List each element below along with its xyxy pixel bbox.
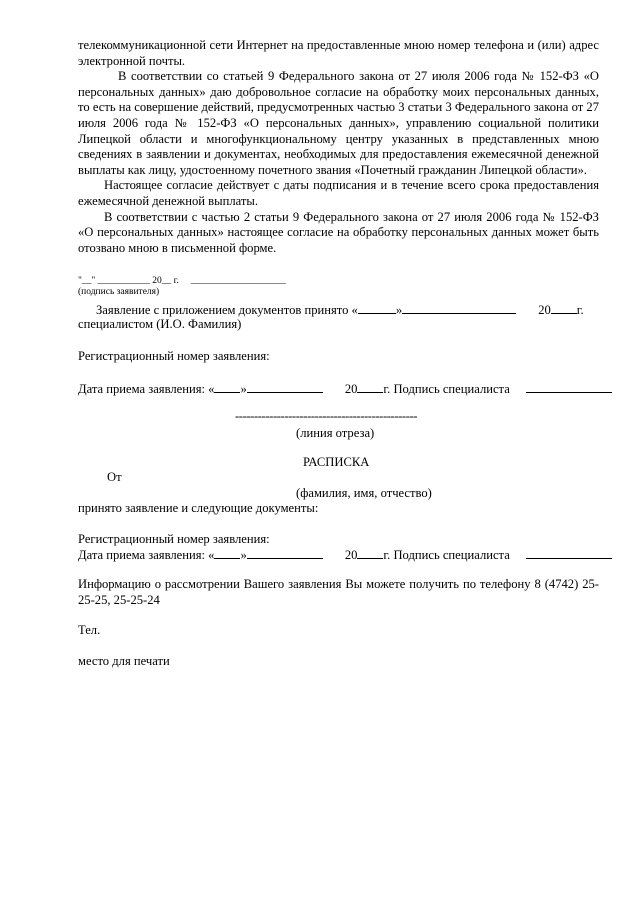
acceptance-date-label: Дата приема заявления: «	[78, 382, 215, 396]
receipt-tel: Тел.	[78, 623, 101, 637]
receipt-date-quote: »	[240, 548, 247, 562]
receipt-date-day-field[interactable]	[214, 546, 240, 559]
acceptance-date-quote: »	[240, 382, 247, 396]
acceptance-reg-number: Регистрационный номер заявления:	[78, 349, 270, 363]
receipt-specialist-sign-field[interactable]	[526, 546, 612, 559]
signature-date-line: "__" ___________ 20__ г.	[78, 276, 179, 286]
receipt-date-line	[78, 546, 612, 564]
receipt-reg-number: Регистрационный номер заявления:	[78, 532, 270, 546]
receipt-date-year-label: 20	[344, 548, 358, 562]
consent-text	[78, 38, 599, 256]
receipt-stamp-place: место для печати	[78, 654, 170, 668]
acceptance-year-suffix: г.	[576, 303, 584, 317]
acceptance-month-field[interactable]	[402, 301, 516, 314]
consent-paragraph-1: телекоммуникационной сети Интернет на предоставленные мною номер телефона и (или) адрес электронной почты.	[78, 38, 599, 68]
acceptance-year-label: 20	[538, 303, 551, 317]
cut-dashes: ------------------------------------------------	[235, 409, 418, 423]
receipt-accepted: принято заявление и следующие документы:	[78, 501, 319, 515]
acceptance-prefix: Заявление с приложением документов принято «	[96, 303, 358, 317]
acceptance-date-day-field[interactable]	[214, 380, 240, 393]
acceptance-specialist-sign-label: г. Подпись специалиста	[383, 382, 510, 396]
signature-caption: (подпись заявителя)	[78, 287, 160, 297]
cut-label: (линия отреза)	[296, 426, 375, 440]
acceptance-date-year-field[interactable]	[357, 380, 383, 393]
receipt-info: Информацию о рассмотрении Вашего заявления Вы можете получить по телефону 8 (4742) 25-25-25, 25-25-24	[78, 577, 599, 607]
acceptance-date-month-field[interactable]	[247, 380, 323, 393]
acceptance-line	[96, 301, 584, 319]
receipt-title: РАСПИСКА	[303, 455, 370, 469]
consent-paragraph-2: В соответствии со статьей 9 Федерального закона от 27 июля 2006 года № 152-ФЗ «О персональных данных» даю добровольное согласие на обработку моих персональных данных, то есть на совершение действий, предусмотренных частью 3 статьи 3 Федерального закона от 27 июля 2006 года № 152-ФЗ «О персональных данных», управлению социальной политики Липецкой области и многофункциональному центру указанных в представленных мною сведениях в заявлении и документах, необходимых для предоставления ежемесячной денежной выплаты как лицу, удостоенному почетного звания «Почетный гражданин Липецкой области».	[78, 69, 599, 177]
consent-paragraph-4: В соответствии с частью 2 статьи 9 Федерального закона от 27 июля 2006 года № 152-ФЗ «О персональных данных» настоящее согласие на обработку персональных данных может быть отозвано мною в письменной форме.	[78, 209, 599, 255]
receipt-fio-caption: (фамилия, имя, отчество)	[296, 486, 432, 500]
signature-line: ____________________	[190, 276, 286, 286]
acceptance-day-field[interactable]	[358, 301, 396, 314]
receipt-date-month-field[interactable]	[247, 546, 323, 559]
receipt-date-year-field[interactable]	[357, 546, 383, 559]
acceptance-date-year-label: 20	[344, 382, 358, 396]
receipt-specialist-sign-label: г. Подпись специалиста	[383, 548, 510, 562]
acceptance-specialist-sign-field[interactable]	[526, 380, 612, 393]
acceptance-year-field[interactable]	[551, 301, 577, 314]
consent-paragraph-3: Настоящее согласие действует с даты подписания и в течение всего срока предоставления ежемесячной денежной выплаты.	[78, 178, 599, 208]
acceptance-specialist: специалистом (И.О. Фамилия)	[78, 317, 242, 331]
acceptance-quote: »	[395, 303, 403, 317]
acceptance-date-line	[78, 380, 612, 398]
receipt-date-label: Дата приема заявления: «	[78, 548, 215, 562]
applicant-signature-block	[78, 276, 286, 298]
receipt-from: От	[107, 470, 122, 484]
